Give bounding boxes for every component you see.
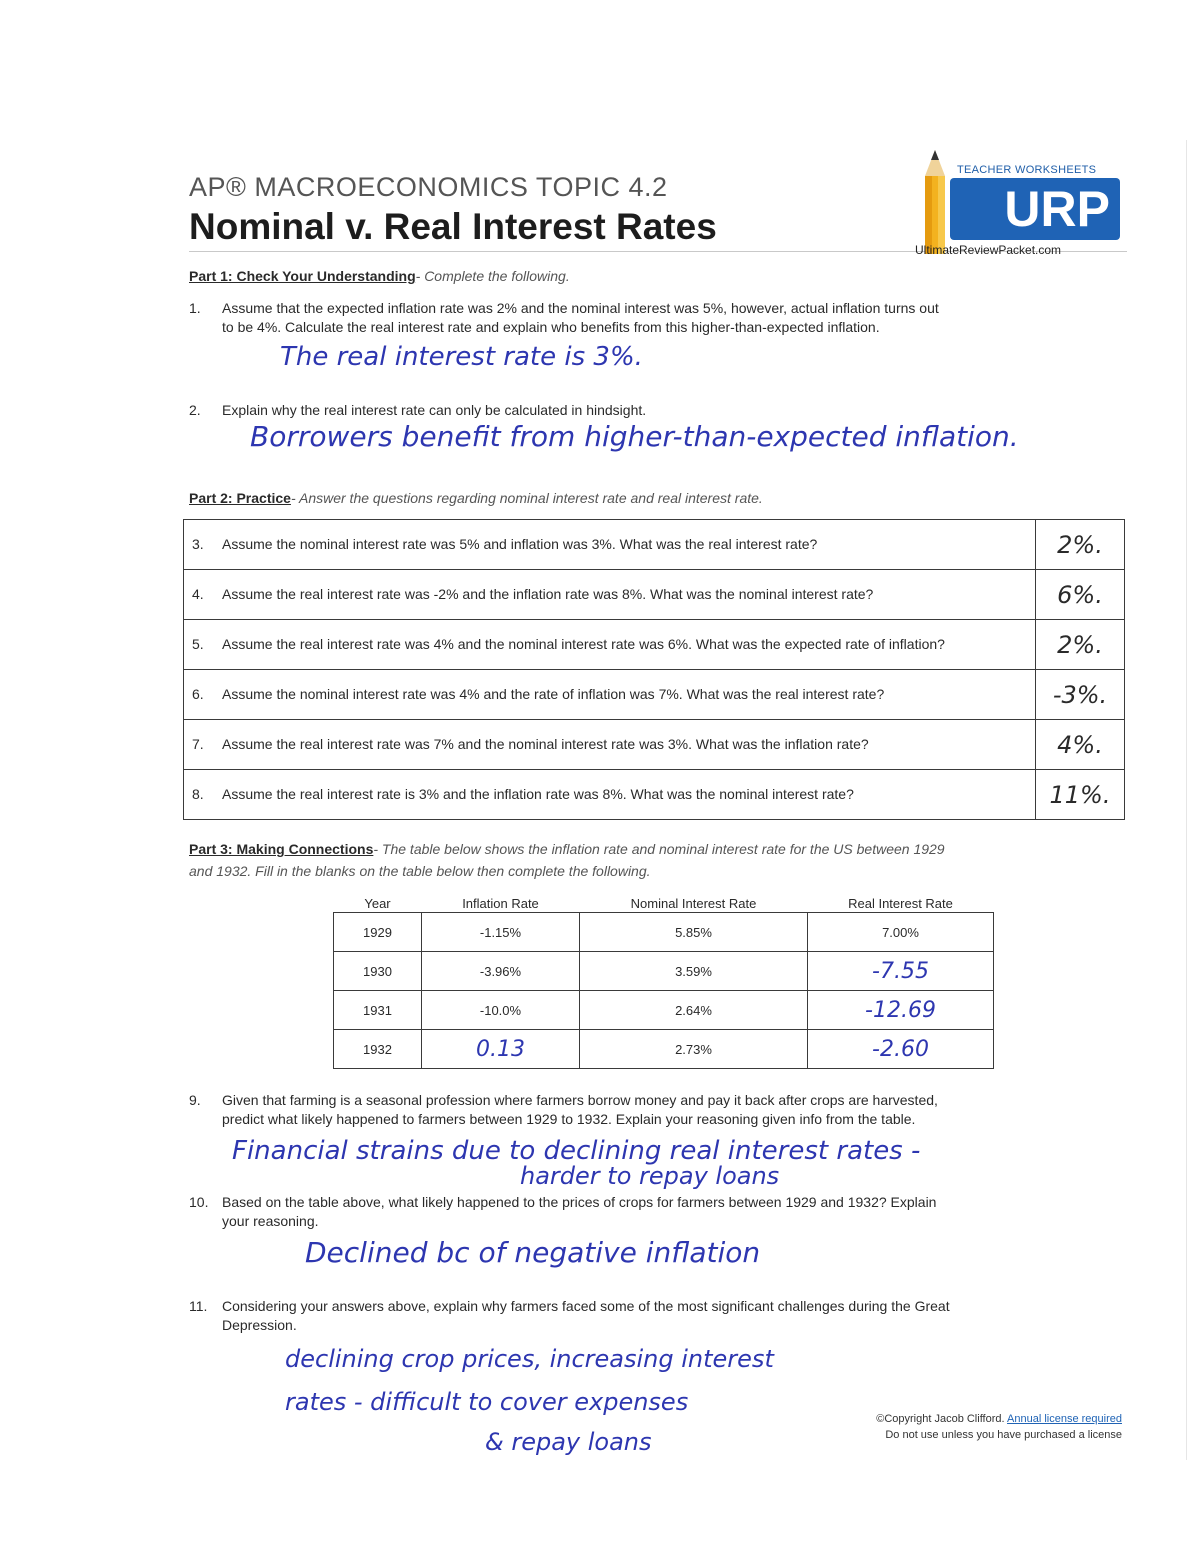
- practice-answer: -3%.: [1036, 670, 1125, 720]
- question-number: 5.: [192, 636, 204, 652]
- practice-answer: 6%.: [1036, 570, 1125, 620]
- question-text: Assume the nominal interest rate was 5% and inflation was 3%. What was the real interest rate?: [222, 536, 818, 552]
- question-1: 1. Assume that the expected inflation rate was 2% and the nominal interest was 5%, however, actual inflation turns out to be 4%. Calculate the real interest rate and explain who benefits from this higher-than-expected inflation.: [189, 300, 939, 335]
- part3-heading: Part 3: Making Connections- The table below shows the inflation rate and nominal interest rate for the US between 1929 and 1932. Fill in the blanks on the table below then complete the following.: [189, 841, 945, 879]
- urp-logo: [905, 148, 1125, 260]
- answer-9-line1: Financial strains due to declining real interest rates -: [232, 1136, 921, 1166]
- cell-year: 1930: [334, 952, 422, 991]
- practice-row: [184, 670, 1125, 720]
- question-11: 11. Considering your answers above, explain why farmers faced some of the most significant challenges during the Great Depression.: [189, 1298, 950, 1333]
- table-row: [334, 952, 994, 991]
- practice-row: [184, 520, 1125, 570]
- practice-answer: 11%.: [1036, 770, 1125, 820]
- logo-tagline: TEACHER WORKSHEETS: [957, 164, 1097, 176]
- answer-11-line3: & repay loans: [485, 1428, 652, 1456]
- table-row: [334, 1030, 994, 1069]
- copyright-notice: [810, 1411, 1122, 1443]
- cell-real: 7.00%: [808, 913, 994, 952]
- answer-2: Borrowers benefit from higher-than-expected inflation.: [250, 420, 1019, 453]
- practice-question: [184, 670, 1036, 720]
- license-notice: Do not use unless you have purchased a license: [885, 1429, 1122, 1441]
- page-edge-shadow: [1186, 140, 1187, 1460]
- practice-row: [184, 620, 1125, 670]
- practice-question: [184, 720, 1036, 770]
- table-row: [334, 991, 994, 1030]
- practice-row: [184, 570, 1125, 620]
- question-number: 8.: [192, 786, 204, 802]
- cell-real: -12.69: [808, 991, 994, 1030]
- logo-site-url: UltimateReviewPacket.com: [915, 243, 1062, 257]
- license-link[interactable]: Annual license required: [1007, 1413, 1122, 1425]
- practice-question: [184, 520, 1036, 570]
- question-text: Assume the real interest rate is 3% and the inflation rate was 8%. What was the nominal interest rate?: [222, 786, 854, 802]
- question-10: 10. Based on the table above, what likely happened to the prices of crops for farmers between 1929 and 1932? Explain your reasoning.: [189, 1194, 937, 1229]
- cell-nominal: 2.64%: [580, 991, 808, 1030]
- cell-real: -7.55: [808, 952, 994, 991]
- logo-wordmark: URP: [950, 178, 1120, 240]
- practice-answer: 2%.: [1036, 620, 1125, 670]
- practice-answer: 4%.: [1036, 720, 1125, 770]
- topic-kicker: AP® MACROECONOMICS TOPIC 4.2: [189, 172, 668, 202]
- answer-1: The real interest rate is 3%.: [280, 342, 643, 372]
- practice-row: [184, 770, 1125, 820]
- cell-nominal: 2.73%: [580, 1030, 808, 1069]
- cell-inflation: -10.0%: [422, 991, 580, 1030]
- answer-10: Declined bc of negative inflation: [305, 1236, 761, 1269]
- practice-question: [184, 570, 1036, 620]
- part1-heading: Part 1: Check Your Understanding- Complete the following.: [189, 268, 570, 284]
- part2-heading: Part 2: Practice- Answer the questions regarding nominal interest rate and real interest rate.: [189, 490, 763, 506]
- interest-rate-table: [333, 893, 994, 1069]
- practice-table: [183, 519, 1125, 820]
- question-number: 7.: [192, 736, 204, 752]
- page-title: Nominal v. Real Interest Rates: [189, 206, 717, 247]
- question-text: Assume the real interest rate was -2% and the inflation rate was 8%. What was the nominal interest rate?: [222, 586, 874, 602]
- question-9: 9. Given that farming is a seasonal profession where farmers borrow money and pay it back after crops are harvested, predict what likely happened to farmers between 1929 to 1932. Explain your reasoning given info from the table.: [189, 1092, 938, 1127]
- practice-question: [184, 620, 1036, 670]
- practice-answer: 2%.: [1036, 520, 1125, 570]
- question-text: Assume the nominal interest rate was 4% and the rate of inflation was 7%. What was the real interest rate?: [222, 686, 885, 702]
- cell-inflation: 0.13: [422, 1030, 580, 1069]
- column-header: Year: [364, 896, 391, 911]
- answer-11-line2: rates - difficult to cover expenses: [285, 1388, 689, 1416]
- practice-question: [184, 770, 1036, 820]
- column-header: Inflation Rate: [462, 896, 539, 911]
- question-number: 4.: [192, 586, 204, 602]
- question-number: 3.: [192, 536, 204, 552]
- table-row: [334, 913, 994, 952]
- answer-11-line1: declining crop prices, increasing interest: [285, 1345, 774, 1373]
- cell-nominal: 5.85%: [580, 913, 808, 952]
- cell-real: -2.60: [808, 1030, 994, 1069]
- question-text: Assume the real interest rate was 7% and the nominal interest rate was 3%. What was the inflation rate?: [222, 736, 869, 752]
- practice-row: [184, 720, 1125, 770]
- column-header: Real Interest Rate: [848, 896, 953, 911]
- cell-inflation: -3.96%: [422, 952, 580, 991]
- question-2: 2. Explain why the real interest rate can only be calculated in hindsight.: [189, 402, 647, 418]
- cell-year: 1932: [334, 1030, 422, 1069]
- cell-year: 1931: [334, 991, 422, 1030]
- cell-nominal: 3.59%: [580, 952, 808, 991]
- answer-9-line2: harder to repay loans: [520, 1162, 780, 1190]
- copyright-text: ©Copyright Jacob Clifford.: [876, 1413, 1005, 1425]
- column-header: Nominal Interest Rate: [630, 896, 757, 911]
- question-text: Assume the real interest rate was 4% and the nominal interest rate was 6%. What was the expected rate of inflation?: [222, 636, 945, 652]
- cell-inflation: -1.15%: [422, 913, 580, 952]
- question-number: 6.: [192, 686, 204, 702]
- cell-year: 1929: [334, 913, 422, 952]
